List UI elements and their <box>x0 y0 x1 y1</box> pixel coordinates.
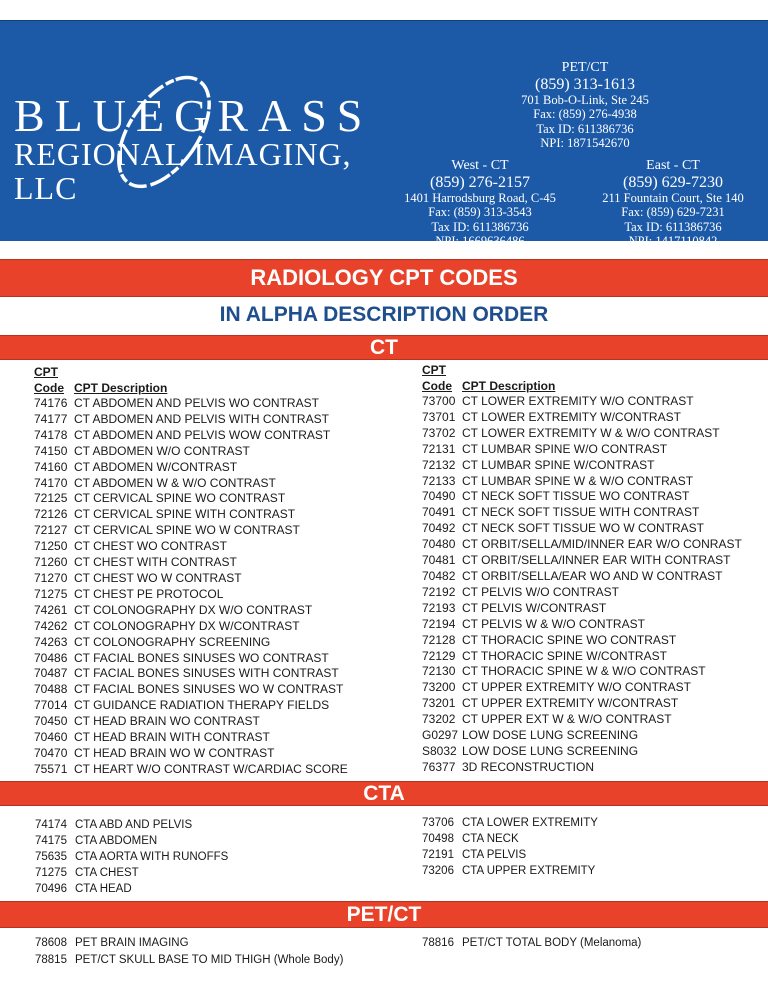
cpt-description: CTA AORTA WITH RUNOFFS <box>75 851 229 863</box>
cpt-code: 71250 <box>34 539 68 554</box>
cpt-description: CT ORBIT/SELLA/INNER EAR WITH CONTRAST <box>462 553 731 568</box>
cpt-code: 73200 <box>422 680 456 695</box>
cpt-code: 72131 <box>422 441 456 456</box>
cpt-code: 71275 <box>34 586 68 601</box>
office-tax-id: Tax ID: 611386736 <box>431 219 529 234</box>
cpt-code: G0297 <box>422 728 459 743</box>
cpt-description: CT ORBIT/SELLA/EAR WO AND W CONTRAST <box>462 568 723 583</box>
cpt-code: 70496 <box>35 883 67 895</box>
cpt-code-row <box>35 952 343 969</box>
cpt-description: LOW DOSE LUNG SCREENING <box>462 728 639 743</box>
cpt-code: 72133 <box>422 473 456 488</box>
cpt-code-row <box>34 460 348 476</box>
cpt-code: 74170 <box>34 475 68 490</box>
cpt-code-row <box>422 474 742 490</box>
cpt-code-row <box>422 537 742 553</box>
cpt-description: CT PELVIS W/O CONTRAST <box>462 584 619 599</box>
cpt-code-row <box>34 619 348 635</box>
cpt-code: 74160 <box>34 459 68 474</box>
cpt-description: PET/CT SKULL BASE TO MID THIGH (Whole Body) <box>75 954 344 966</box>
cpt-description: CT HEAD BRAIN WO W CONTRAST <box>74 745 275 760</box>
cpt-code-row <box>422 664 742 680</box>
cpt-code-row <box>35 849 228 865</box>
column-header-cpt: CPT <box>34 365 58 379</box>
office-phone: (859) 629-7230 <box>623 173 723 191</box>
cpt-description: CTA NECK <box>462 833 519 845</box>
cpt-code-row <box>34 444 348 460</box>
cpt-code: 72191 <box>422 849 454 861</box>
cpt-code: 73702 <box>422 425 456 440</box>
cpt-code-row <box>34 412 348 428</box>
cpt-description: CT UPPER EXTREMITY W/CONTRAST <box>462 696 679 711</box>
cpt-code: 74262 <box>34 618 68 633</box>
cpt-code-row <box>422 601 742 617</box>
cpt-code-row <box>422 815 598 831</box>
cpt-code-row <box>422 489 742 505</box>
cpt-description: CT NECK SOFT TISSUE WITH CONTRAST <box>462 505 700 520</box>
cpt-description: CT LUMBAR SPINE W/O CONTRAST <box>462 441 668 456</box>
cpt-code: 76377 <box>422 759 456 774</box>
cpt-code: 74174 <box>35 819 67 831</box>
cpt-code-row <box>34 603 348 619</box>
section-header-cta: CTA <box>0 781 768 806</box>
cpt-code-row <box>34 762 348 778</box>
cpt-code: 72193 <box>422 600 456 615</box>
cpt-code: 73202 <box>422 712 456 727</box>
cpt-description: PET/CT TOTAL BODY (Melanoma) <box>462 937 642 949</box>
pet-ct-codes-right-column <box>422 935 641 952</box>
cpt-code: 70480 <box>422 537 456 552</box>
office-address: 211 Fountain Court, Ste 140 <box>602 190 744 205</box>
cpt-description: LOW DOSE LUNG SCREENING <box>462 743 639 758</box>
cpt-description: CT CERVICAL SPINE WO W CONTRAST <box>74 523 300 538</box>
office-fax: Fax: (859) 313-3543 <box>428 205 532 219</box>
cpt-code-row <box>34 746 348 762</box>
cpt-description: CT HEAD BRAIN WITH CONTRAST <box>74 730 270 745</box>
cpt-code-row <box>34 635 348 651</box>
cpt-code: 73700 <box>422 394 456 408</box>
cpt-description: CT THORACIC SPINE WO CONTRAST <box>462 632 677 647</box>
cpt-description: CT GUIDANCE RADIATION THERAPY FIELDS <box>74 698 330 713</box>
cpt-code-row <box>34 523 348 539</box>
cpt-code: 74177 <box>34 411 68 426</box>
cpt-description: CT ABDOMEN W/O CONTRAST <box>74 443 250 458</box>
cpt-description: CT CHEST WITH CONTRAST <box>74 555 237 570</box>
cpt-code-row <box>422 553 742 569</box>
cpt-description: CT NECK SOFT TISSUE WO CONTRAST <box>462 489 690 504</box>
cpt-code-row <box>34 507 348 523</box>
office-address: 1401 Harrodsburg Road, C-45 <box>404 190 556 205</box>
cpt-code: 72128 <box>422 632 456 647</box>
cpt-code-row <box>422 410 742 426</box>
cpt-description: CT LOWER EXTREMITY W/O CONTRAST <box>462 394 694 408</box>
pet-ct-codes-left-column <box>35 935 343 969</box>
cpt-description: CT THORACIC SPINE W/CONTRAST <box>462 648 667 663</box>
cta-codes-left-column <box>35 817 228 897</box>
office-npi: NPI: 1669636486 <box>435 234 525 248</box>
office-address: 701 Bob-O-Link, Ste 245 <box>521 92 649 107</box>
cpt-description: CT FACIAL BONES SINUSES WITH CONTRAST <box>74 666 339 681</box>
cpt-description: CTA UPPER EXTREMITY <box>462 865 596 877</box>
cpt-description: CT HEAD BRAIN WO CONTRAST <box>74 714 260 729</box>
logo-wordmark-line1: BLUEGRASS <box>14 90 373 141</box>
column-header-cpt: CPT <box>422 363 446 377</box>
cpt-code-row <box>422 831 598 847</box>
cpt-code: 70488 <box>34 682 68 697</box>
column-header-code: Code <box>34 381 64 395</box>
cpt-description: CT ABDOMEN AND PELVIS WOW CONTRAST <box>74 427 331 442</box>
logo-wordmark-line2: REGIONAL IMAGING, LLC <box>14 136 352 206</box>
cpt-description: CT PELVIS W & W/O CONTRAST <box>462 616 645 631</box>
cpt-description: CTA ABD AND PELVIS <box>75 819 193 831</box>
cpt-code: 70492 <box>422 521 456 536</box>
cpt-code-row <box>422 505 742 521</box>
cpt-code: 72125 <box>34 491 68 506</box>
cpt-code: 74178 <box>34 427 68 442</box>
cpt-code: 70482 <box>422 568 456 583</box>
cpt-description: CT ABDOMEN AND PELVIS WITH CONTRAST <box>74 411 329 426</box>
cpt-code-row <box>34 539 348 555</box>
cpt-code: 70487 <box>34 666 68 681</box>
office-pet-ct <box>490 61 680 151</box>
cpt-description: CT PELVIS W/CONTRAST <box>462 600 607 615</box>
page-subtitle: IN ALPHA DESCRIPTION ORDER <box>219 303 549 326</box>
cpt-code: 78608 <box>35 937 67 949</box>
cpt-code-row <box>34 476 348 492</box>
cpt-code-row <box>422 649 742 665</box>
cpt-code: 70486 <box>34 650 68 665</box>
cpt-code-row <box>422 426 742 442</box>
cpt-description: CT LUMBAR SPINE W/CONTRAST <box>462 457 655 472</box>
cpt-code: 70470 <box>34 745 68 760</box>
cpt-code-row <box>422 680 742 696</box>
cpt-code-row <box>34 491 348 507</box>
cpt-code: 78815 <box>35 954 67 966</box>
cpt-code-row <box>422 696 742 712</box>
cpt-code-row <box>422 760 742 776</box>
cpt-description: CT COLONOGRAPHY DX W/CONTRAST <box>74 618 300 633</box>
cpt-code-row <box>422 521 742 537</box>
cpt-code: 70490 <box>422 489 456 504</box>
office-fax: Fax: (859) 276-4938 <box>533 107 637 121</box>
office-npi: NPI: 1871542670 <box>540 136 630 150</box>
cpt-code-row <box>422 863 598 879</box>
cpt-description: CT LOWER EXTREMITY W & W/O CONTRAST <box>462 425 720 440</box>
cpt-code-row <box>422 617 742 633</box>
cpt-code: 74175 <box>35 835 67 847</box>
cpt-description: CT FACIAL BONES SINUSES WO W CONTRAST <box>74 682 344 697</box>
cpt-code-row <box>422 394 742 410</box>
cpt-code-row <box>422 744 742 760</box>
page-title: RADIOLOGY CPT CODES <box>0 259 768 297</box>
cpt-description: CT CERVICAL SPINE WO CONTRAST <box>74 491 286 506</box>
cpt-code: 72127 <box>34 523 68 538</box>
cpt-code-row <box>422 728 742 744</box>
cpt-code: 73701 <box>422 409 456 424</box>
cpt-code: 74263 <box>34 634 68 649</box>
cpt-description: CT UPPER EXTREMITY W/O CONTRAST <box>462 680 691 695</box>
letterhead-banner <box>0 20 768 248</box>
cpt-description: CTA CHEST <box>75 867 139 879</box>
column-header-description: CPT Description <box>74 381 168 395</box>
cpt-code-row <box>34 698 348 714</box>
cpt-code: 75635 <box>35 851 67 863</box>
cpt-code: 72130 <box>422 664 456 679</box>
cpt-description: CT THORACIC SPINE W & W/O CONTRAST <box>462 664 706 679</box>
cpt-code: 75571 <box>34 761 68 776</box>
cpt-code-row <box>34 714 348 730</box>
cpt-description: PET BRAIN IMAGING <box>75 937 189 949</box>
office-east-ct <box>578 159 768 249</box>
cpt-code-row <box>422 458 742 474</box>
cpt-code: 74261 <box>34 602 68 617</box>
cpt-code-row <box>35 881 228 897</box>
cpt-code: 73706 <box>422 817 454 829</box>
cpt-description: CTA LOWER EXTREMITY <box>462 817 598 829</box>
cpt-description: CTA ABDOMEN <box>75 835 158 847</box>
cpt-code: 73201 <box>422 696 456 711</box>
cpt-code: 72194 <box>422 616 456 631</box>
cpt-code-row <box>35 833 228 849</box>
cpt-description: 3D RECONSTRUCTION <box>462 759 595 774</box>
cpt-code-row <box>34 587 348 603</box>
ct-codes-right-column <box>422 362 742 776</box>
cpt-description: CT LOWER EXTREMITY W/CONTRAST <box>462 409 681 424</box>
office-name: PET/CT <box>561 60 609 75</box>
company-logo <box>14 71 394 211</box>
section-header-ct: CT <box>0 335 768 360</box>
cpt-code-row <box>422 585 742 601</box>
cpt-code: 71275 <box>35 867 67 879</box>
cpt-code: 72132 <box>422 457 456 472</box>
office-name: East - CT <box>646 158 700 173</box>
office-phone: (859) 276-2157 <box>430 173 530 191</box>
cpt-code-row <box>34 571 348 587</box>
cpt-description: CT CERVICAL SPINE WITH CONTRAST <box>74 507 296 522</box>
cpt-code-row <box>422 935 641 952</box>
cpt-description: CT LUMBAR SPINE W & W/O CONTRAST <box>462 473 694 488</box>
cpt-code-row <box>422 442 742 458</box>
cpt-code: 74150 <box>34 443 68 458</box>
cpt-code: 70450 <box>34 714 68 729</box>
cpt-description: CT UPPER EXT W & W/O CONTRAST <box>462 712 672 727</box>
section-header-pet-ct: PET/CT <box>0 901 768 928</box>
cpt-code-row <box>422 712 742 728</box>
cpt-code-row <box>422 569 742 585</box>
cpt-description: CT ORBIT/SELLA/MID/INNER EAR W/O CONRAST <box>462 537 742 552</box>
cpt-description: CT FACIAL BONES SINUSES WO CONTRAST <box>74 650 329 665</box>
cpt-code: 71260 <box>34 555 68 570</box>
cpt-code-row <box>422 847 598 863</box>
cpt-description: CT COLONOGRAPHY DX W/O CONTRAST <box>74 602 313 617</box>
cpt-code: 77014 <box>34 698 68 713</box>
cpt-code-row <box>34 666 348 682</box>
cpt-code-row <box>35 865 228 881</box>
cta-codes-right-column <box>422 815 598 879</box>
cpt-code-row <box>35 817 228 833</box>
cpt-code: 70498 <box>422 833 454 845</box>
column-header-description: CPT Description <box>462 379 556 393</box>
cpt-code-row <box>422 633 742 649</box>
cpt-code-row <box>34 730 348 746</box>
cpt-code-row <box>34 651 348 667</box>
ct-codes-left-column <box>34 364 348 778</box>
cpt-description: CTA PELVIS <box>462 849 527 861</box>
cpt-code-row <box>34 428 348 444</box>
cpt-description: CT HEART W/O CONTRAST W/CARDIAC SCORE <box>74 761 348 776</box>
cpt-description: CT ABDOMEN W/CONTRAST <box>74 459 238 474</box>
cpt-code: 72192 <box>422 584 456 599</box>
cpt-description: CT COLONOGRAPHY SCREENING <box>74 634 271 649</box>
cpt-code: 70491 <box>422 505 456 520</box>
office-npi: NPI: 1417110842 <box>628 234 718 248</box>
cpt-code-row <box>34 682 348 698</box>
cpt-code: 73206 <box>422 865 454 877</box>
cpt-description: CT ABDOMEN W & W/O CONTRAST <box>74 475 276 490</box>
cpt-code-row <box>34 396 348 412</box>
office-fax: Fax: (859) 629-7231 <box>621 205 725 219</box>
cpt-code: 72129 <box>422 648 456 663</box>
office-name: West - CT <box>451 158 509 173</box>
cpt-code: 74176 <box>34 396 68 410</box>
cpt-description: CT ABDOMEN AND PELVIS WO CONTRAST <box>74 396 319 410</box>
cpt-description: CT CHEST WO W CONTRAST <box>74 570 242 585</box>
cpt-description: CT NECK SOFT TISSUE WO W CONTRAST <box>462 521 705 536</box>
cpt-code-row <box>35 935 343 952</box>
office-tax-id: Tax ID: 611386736 <box>624 219 722 234</box>
cpt-description: CT CHEST PE PROTOCOL <box>74 586 224 601</box>
column-header-code: Code <box>422 379 452 393</box>
office-west-ct <box>380 159 580 249</box>
cpt-description: CTA HEAD <box>75 883 132 895</box>
cpt-code: 72126 <box>34 507 68 522</box>
office-tax-id: Tax ID: 611386736 <box>536 121 634 136</box>
cpt-code: S8032 <box>422 743 457 758</box>
cpt-code: 78816 <box>422 937 454 949</box>
cpt-description: CT CHEST WO CONTRAST <box>74 539 227 554</box>
cpt-code: 71270 <box>34 570 68 585</box>
cpt-code: 70460 <box>34 730 68 745</box>
office-phone: (859) 313-1613 <box>535 75 635 93</box>
cpt-code-row <box>34 555 348 571</box>
cpt-code: 70481 <box>422 553 456 568</box>
